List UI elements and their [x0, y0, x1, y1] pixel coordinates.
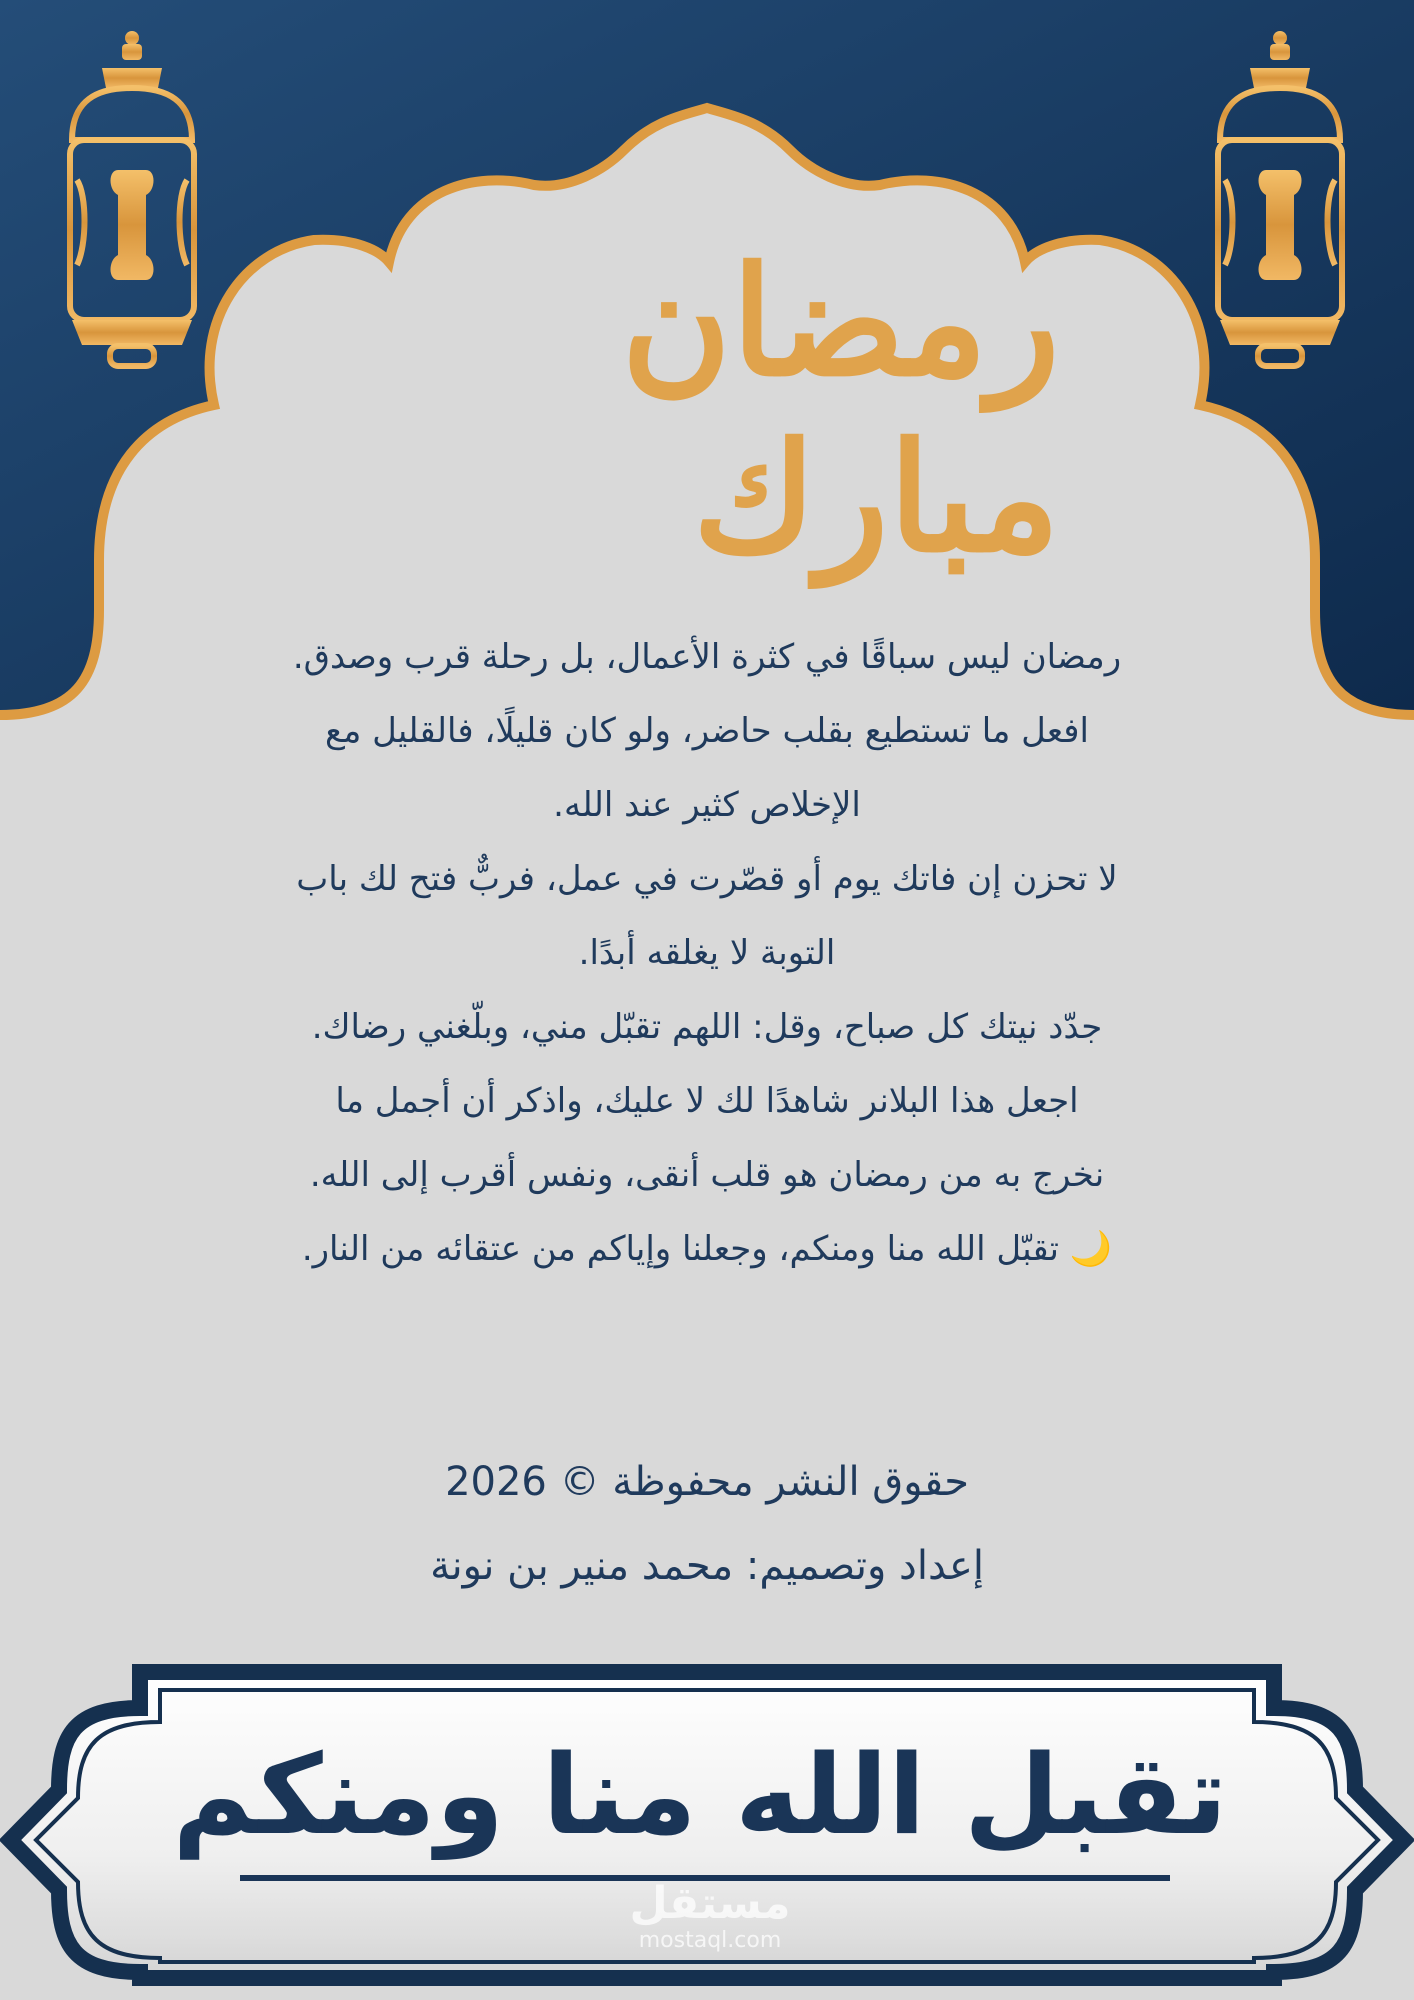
credits — [300, 1440, 1114, 1608]
watermark-latin: mostaql.com — [638, 1928, 782, 1953]
greeting-title: رمضان مبارك — [621, 234, 1060, 586]
message-line: اجعل هذا البلانر شاهدًا لك لا عليك، واذكر أن أجمل ما — [335, 1081, 1079, 1121]
message-line: 🌙 تقبّل الله منا ومنكم، وجعلنا وإياكم من عتقائه من النار. — [301, 1229, 1113, 1269]
message-line: جدّد نيتك كل صباح، وقل: اللهم تقبّل مني، وبلّغني رضاك. — [311, 1007, 1103, 1047]
message-line: الإخلاص كثير عند الله. — [553, 785, 861, 825]
message-line: نخرج به من رمضان هو قلب أنقى، ونفس أقرب إلى الله. — [309, 1155, 1105, 1195]
author-text: إعداد وتصميم: محمد منير بن نونة — [430, 1543, 984, 1589]
message-body — [200, 620, 1214, 1286]
message-line: افعل ما تستطيع بقلب حاضر، ولو كان قليلًا، فالقليل مع — [325, 711, 1089, 751]
message-line: رمضان ليس سباقًا في كثرة الأعمال، بل رحلة قرب وصدق. — [292, 637, 1122, 677]
copyright-text: حقوق النشر محفوظة © 2026 — [445, 1459, 969, 1505]
message-line: التوبة لا يغلقه أبدًا. — [578, 933, 836, 973]
message-line: لا تحزن إن فاتك يوم أو قصّرت في عمل، فربٌّ فتح لك باب — [296, 859, 1118, 899]
banner-text: تقبل الله منا ومنكم — [172, 1731, 1228, 1859]
watermark-arabic: مستقل — [629, 1878, 791, 1929]
watermark — [560, 1880, 860, 1954]
